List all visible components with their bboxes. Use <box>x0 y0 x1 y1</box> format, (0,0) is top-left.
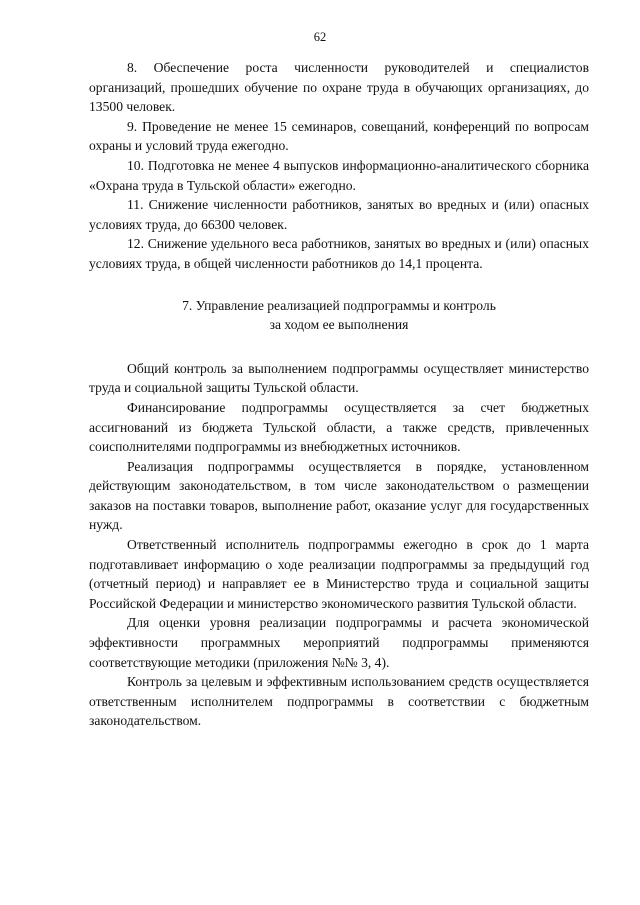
list-item: 11. Снижение численности работников, занятых во вредных и (или) опасных условиях труда, до 66300 человек. <box>89 197 589 232</box>
paragraph: Для оценки уровня реализации подпрограммы и расчета экономической эффективности программных мероприятий подпрограммы применяются соответствующие методики (приложения №№ 3, 4). <box>89 615 589 670</box>
paragraph: Общий контроль за выполнением подпрограммы осуществляет министерство труда и социальной защиты Тульской области. <box>89 360 589 396</box>
list-item: 10. Подготовка не менее 4 выпусков информационно-аналитического сборника «Охрана труда в Тульской области» ежегодно. <box>89 157 589 193</box>
list-item: 12. Снижение удельного веса работников, занятых во вредных и (или) опасных условиях труда, в общей численности работников до 14,1 процента. <box>89 236 589 271</box>
paragraph: Реализация подпрограммы осуществляется в порядке, установленном действующим законодательством, в том числе законодательством о размещении заказов на поставки товаров, выполнение работ, оказание услуг для государственных нужд. <box>89 458 589 533</box>
paragraph: Финансирование подпрограммы осуществляется за счет бюджетных ассигнований из бюджета Тульской области, а также средств, привлеченных соисполнителями подпрограммы из внебюджетных источников. <box>89 399 589 455</box>
paragraph: Ответственный исполнитель подпрограммы ежегодно в срок до 1 марта подготавливает информацию о ходе реализации подпрограммы за предыдущий год (отчетный период) и направляет ее в Министерство труда и социальной защиты Российской Федерации и министерство экономического развития Тульской области. <box>89 537 589 611</box>
list-item: 8. Обеспечение роста численности руководителей и специалистов организаций, прошедших обучение по охране труда в обучающих организациях, до 13500 человек. <box>89 60 589 115</box>
paragraph: Контроль за целевым и эффективным использованием средств осуществляется ответственным исполнителем подпрограммы в соответствии с бюджетным законодательством. <box>89 674 589 729</box>
section-heading-line: за ходом ее выполнения <box>269 317 409 333</box>
section-heading <box>89 296 589 335</box>
document-body <box>89 58 589 731</box>
list-item: 9. Проведение не менее 15 семинаров, совещаний, конференций по вопросам охраны и условий труда ежегодно. <box>89 118 589 154</box>
section-heading-line: 7. Управление реализацией подпрограммы и контроль <box>182 297 496 313</box>
page-number: 62 <box>313 30 327 44</box>
